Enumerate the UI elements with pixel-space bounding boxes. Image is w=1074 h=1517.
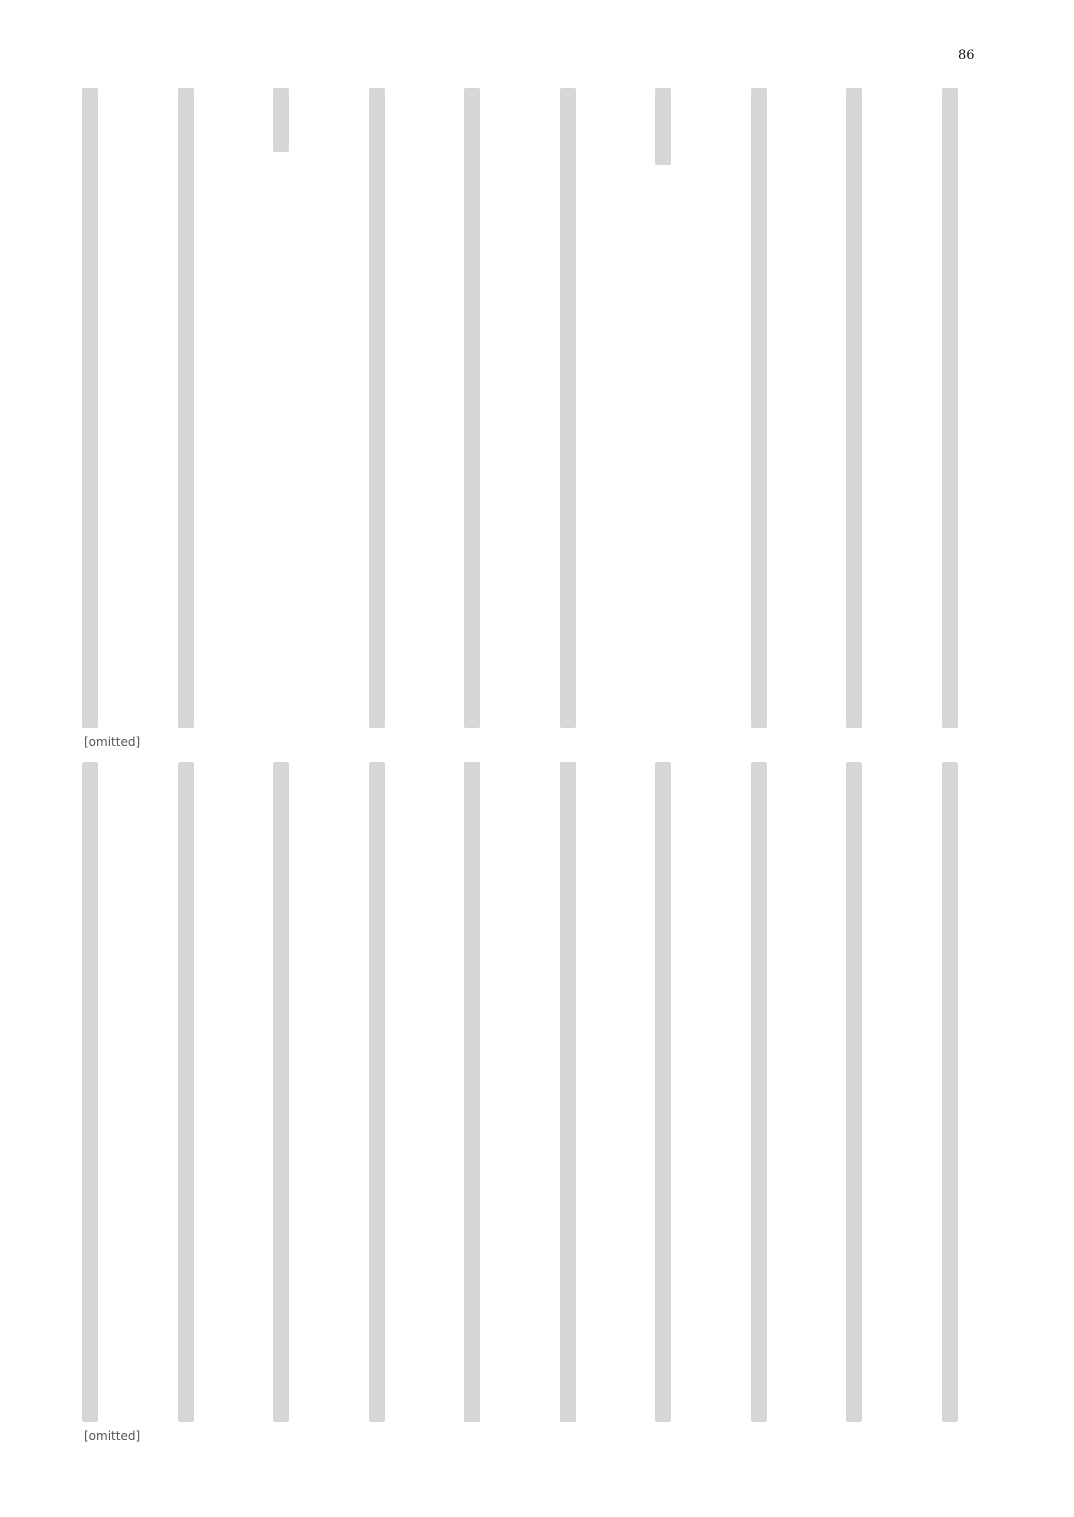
redacted-line [369,88,385,728]
text-column [176,762,196,1422]
redacted-line [82,88,98,728]
redacted-line [369,762,385,1422]
text-column [749,762,769,1422]
text-block-bottom [80,762,960,1422]
redacted-line [942,88,958,728]
redacted-line [273,762,289,1422]
redacted-line [560,762,576,1422]
text-column [940,762,960,1422]
text-column [558,762,578,1422]
redacted-line [560,88,576,728]
text-column [367,88,387,728]
text-column [271,88,291,728]
text-column [462,88,482,728]
text-column [176,88,196,728]
text-column [749,88,769,728]
redacted-line [942,762,958,1422]
omitted-text-note-bottom: [omitted] [80,1428,144,1444]
redacted-line [655,762,671,1422]
text-column [940,88,960,728]
redacted-line [846,762,862,1422]
redacted-line [178,88,194,728]
redacted-line [464,762,480,1422]
text-column [653,88,673,728]
text-column [271,762,291,1422]
redacted-line [273,88,289,152]
redacted-line [464,88,480,728]
redacted-line [178,762,194,1422]
text-column [367,762,387,1422]
page-number: 86 [958,48,975,63]
text-column [462,762,482,1422]
omitted-text-note-top: [omitted] [80,734,144,750]
redacted-line [82,762,98,1422]
text-column [844,88,864,728]
redacted-line [846,88,862,728]
text-column [844,762,864,1422]
text-column [80,762,100,1422]
text-block-top [80,88,960,728]
redacted-line [655,88,671,165]
text-column [653,762,673,1422]
redacted-line [751,762,767,1422]
text-column [558,88,578,728]
text-column [80,88,100,728]
redacted-line [751,88,767,728]
